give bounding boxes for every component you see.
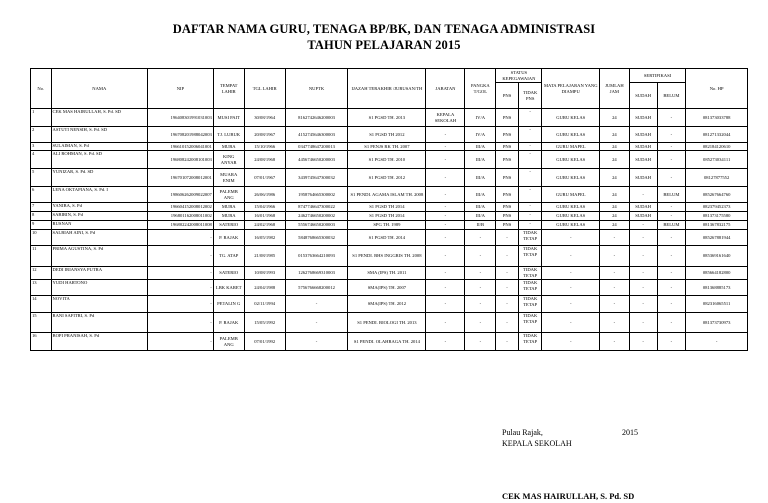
cell-sudah: - [629,333,657,351]
cell-jam: - [600,333,630,351]
cell-nama: RUSNAN [51,221,148,230]
cell-mapel: - [542,267,600,280]
cell-tidak: - [518,109,542,127]
cell-no: 7 [31,203,52,212]
cell-ijazah: S1 PGSD TH. 2010 [348,151,426,169]
cell-pns: PNS [496,143,519,151]
cell-pns: PNS [496,187,519,203]
table-row [31,127,748,143]
cell-pns: PNS [496,109,519,127]
cell-gol: - [465,230,496,246]
cell-nama: SABIRIN, S. Pd [51,212,148,221]
cell-nama: DEDI IRIANSYA PUTRA [51,267,148,280]
cell-hp: 081373730973 [686,313,748,333]
cell-nama: LENA OKTAPIANA, S. Pd. I [51,187,148,203]
cell-hp: 081373033788 [686,109,748,127]
cell-pns: PNS [496,169,519,187]
cell-tidak: TIDAK TETAP [518,296,542,313]
cell-nama: YUNIZAR, S. Pd. SD [51,169,148,187]
cell-jam: - [600,296,630,313]
cell-tempat: MUBA [213,212,244,221]
cell-sudah: - [629,313,657,333]
cell-ijazah: S1 PGSD TH. 2014 [348,230,426,246]
cell-belum: BELUM [657,187,686,203]
cell-nuptk: 8747746647300022 [285,203,348,212]
cell-ijazah: S1 PENDI. BHS INGGRIS TH. 2008 [348,246,426,267]
cell-ijazah: S1 PENDI. OLAHRAGA TH. 2014 [348,333,426,351]
cell-nip: 196808242008101003 [148,151,214,169]
cell-no: 10 [31,230,52,246]
cell-sudah: SUDAH [629,169,657,187]
cell-jabatan: - [426,267,465,280]
cell-tempat: TG. ATAP [213,246,244,267]
header-no: No. [31,69,52,109]
cell-jabatan: - [426,151,465,169]
cell-no: 15 [31,313,52,333]
header-nip: NIP [148,69,214,109]
header-tempat-lahir: TEMPAT LAHIR [213,69,244,109]
cell-ijazah: S1 PGSD TH. 2012 [348,169,426,187]
header-pangkat: PANGKA T/GOL [465,69,496,109]
cell-no: 8 [31,212,52,221]
cell-belum: - [657,143,686,151]
cell-tgl: 15/05/1992 [244,313,285,333]
cell-tgl: 15/04/1966 [244,203,285,212]
cell-gol: III/A [465,151,496,169]
cell-nip: 196701072008012001 [148,169,214,187]
cell-jabatan: - [426,143,465,151]
cell-belum: - [657,246,686,267]
cell-gol: III/A [465,143,496,151]
cell-tidak: TIDAK TETAP [518,280,542,296]
cell-tempat: MUBA [213,143,244,151]
cell-ijazah: S1 PGSD TH 2014 [348,212,426,221]
cell-hp: 08127877552 [686,169,748,187]
cell-gol: - [465,267,496,280]
cell-jam: 24 [600,203,630,212]
cell-tgl: 07/01/1992 [244,333,285,351]
cell-tempat: P. RAJAK [213,313,244,333]
table-row [31,212,748,221]
cell-mapel: GURU KELAS [542,212,600,221]
cell-belum: BELUM [657,221,686,230]
cell-pns: PNS [496,203,519,212]
cell-pns: - [496,246,519,267]
header-ijazah: IJAZAH TERAKHIR /JURUSAN/TH [348,69,426,109]
cell-belum: - [657,296,686,313]
cell-no: 16 [31,333,52,351]
cell-tempat: PETALIN G [213,296,244,313]
cell-nama: SALBIAH AINI, S. Pd [51,230,148,246]
cell-nip: - [148,280,214,296]
cell-sudah: - [629,187,657,203]
table-row [31,187,748,203]
cell-jabatan: - [426,169,465,187]
cell-tgl: 30/08/1964 [244,109,285,127]
cell-sudah: SUDAH [629,143,657,151]
cell-mapel: GURU KELAS [542,127,600,143]
cell-belum: - [657,267,686,280]
header-jabatan: JABATAN [426,69,465,109]
cell-nip: 196604152008012002 [148,203,214,212]
table-row [31,267,748,280]
cell-jam: - [600,313,630,333]
cell-jam: 24 [600,127,630,143]
cell-nama: YUDI HARTONO [51,280,148,296]
cell-gol: - [465,280,496,296]
cell-tgl: 24/08/1968 [244,151,285,169]
cell-tidak: - [518,169,542,187]
cell-ijazah: SMA(IPS) TH. 2007 [348,280,426,296]
cell-mapel: - [542,230,600,246]
cell-nip: - [148,296,214,313]
cell-nama: PRIMA AGUSTINA, S. Pd [51,246,148,267]
cell-hp: 085664182800 [686,267,748,280]
cell-belum: - [657,169,686,187]
cell-gol: - [465,313,496,333]
cell-nuptk: 0347748647200013 [285,143,348,151]
cell-tgl: 07/01/1967 [244,169,285,187]
cell-belum: - [657,230,686,246]
cell-sudah: SUDAH [629,203,657,212]
cell-no: 6 [31,187,52,203]
cell-tidak: - [518,127,542,143]
cell-sudah: SUDAH [629,109,657,127]
cell-nuptk: - [285,333,348,351]
cell-sudah: - [629,246,657,267]
cell-tidak: TIDAK TETAP [518,313,542,333]
cell-mapel: GURU MAPEL [542,187,600,203]
cell-jabatan: - [426,313,465,333]
cell-nip: - [148,246,214,267]
cell-jam: 24 [600,212,630,221]
staff-table [30,68,748,351]
cell-gol: IV/A [465,109,496,127]
header-status-tidak-pns: TIDAK PNS [518,83,542,109]
cell-ijazah: SPG TH. 1989 [348,221,426,230]
footer-role: KEPALA SEKOLAH [502,439,572,448]
cell-hp: 085267881944 [686,230,748,246]
cell-hp: 081271332044 [686,127,748,143]
cell-gol: III/A [465,203,496,212]
header-sertifikasi: SERTIFIKASI [629,69,685,83]
cell-mapel: GURU KELAS [542,203,600,212]
cell-jabatan: KEPALA SEKOLAH [426,109,465,127]
cell-tgl: 20/08/1967 [244,127,285,143]
header-jumlah-jam: JUMLAH JAM [600,69,630,109]
cell-jam: 24 [600,109,630,127]
cell-mapel: - [542,246,600,267]
cell-gol: II/B [465,221,496,230]
cell-nuptk: 0153763664210093 [285,246,348,267]
cell-sudah: - [629,296,657,313]
cell-tgl: 16/01/1968 [244,212,285,221]
cell-no: 11 [31,246,52,267]
cell-tempat: MUBA [213,203,244,212]
cell-nama: ALI ROHMAN, S. Pd. SD [51,151,148,169]
table-row [31,169,748,187]
cell-nuptk: 1958764665300002 [285,187,348,203]
cell-jabatan: - [426,203,465,212]
cell-tempat: SATERIO [213,221,244,230]
cell-hp: 082184120610 [686,143,748,151]
cell-pns: PNS [496,127,519,143]
cell-jabatan: - [426,280,465,296]
cell-pns: - [496,230,519,246]
cell-tidak: - [518,221,542,230]
cell-belum: - [657,280,686,296]
table-row [31,143,748,151]
cell-nip: - [148,230,214,246]
cell-gol: IV/A [465,127,496,143]
cell-belum: - [657,127,686,143]
cell-tidak: TIDAK TETAP [518,246,542,267]
cell-sudah: SUDAH [629,127,657,143]
cell-nip: 196708201988042003 [148,127,214,143]
cell-jabatan: - [426,187,465,203]
cell-pns: - [496,313,519,333]
footer-signer: CEK MAS HAIRULLAH, S. Pd. SD [502,491,635,501]
table-row [31,221,748,230]
cell-jam: 24 [600,151,630,169]
cell-jabatan: - [426,296,465,313]
cell-nuptk: - [285,296,348,313]
header-tgl-lahir: TGL LAHIR [244,69,285,109]
table-row [31,203,748,212]
cell-mapel: GURU KELAS [542,221,600,230]
cell-nip: 196610152006041001 [148,143,214,151]
cell-no: 4 [31,151,52,169]
cell-gol: - [465,246,496,267]
cell-nuptk: 5848768665300032 [285,230,348,246]
cell-nama: CEK MAS HAIRULLAH, S. Pd. SD [51,109,148,127]
cell-jam: - [600,267,630,280]
cell-sudah: - [629,280,657,296]
cell-jam: 24 [600,187,630,203]
cell-tidak: - [518,187,542,203]
cell-tempat: TJ. LUBUK [213,127,244,143]
cell-jam: - [600,246,630,267]
cell-tempat: LBK KARET [213,280,244,296]
table-row [31,109,748,127]
table-row [31,333,748,351]
cell-tempat: SATERIO [213,267,244,280]
cell-belum: - [657,203,686,212]
cell-ijazah: S1 PGSD TH 2014 [348,203,426,212]
cell-nip: 198606262009022007 [148,187,214,203]
cell-sudah: SUDAH [629,151,657,169]
cell-tempat: P. RAJAK [213,230,244,246]
cell-hp: 082379452373 [686,203,748,212]
cell-ijazah: S1 PENDI. AGAMA ISLAM TH. 2008 [348,187,426,203]
cell-ijazah: SMA (IPS) TH. 2011 [348,267,426,280]
header-nuptk: NUPTK [285,69,348,109]
cell-nip: - [148,267,214,280]
cell-hp: 085273034111 [686,151,748,169]
cell-tidak: TIDAK TETAP [518,333,542,351]
cell-tgl: 24/02/1968 [244,221,285,230]
cell-no: 3 [31,143,52,151]
cell-gol: - [465,296,496,313]
cell-belum: - [657,333,686,351]
cell-hp: 082316065511 [686,296,748,313]
cell-nama: ASTUTI NENSIH, S. Pd. SD [51,127,148,143]
cell-nuptk: 4152745646300003 [285,127,348,143]
footer-year: 2015 [622,428,638,437]
cell-ijazah: S1 PGSD TH 2012 [348,127,426,143]
cell-jam: 24 [600,169,630,187]
cell-sudah: - [629,267,657,280]
document-title-line1: DAFTAR NAMA GURU, TENAGA BP/BK, DAN TENAGA ADMINISTRASI [172,22,596,36]
cell-no: 2 [31,127,52,143]
cell-hp: 081367832175 [686,221,748,230]
footer-place: Pulau Rajak, [502,428,543,437]
cell-nama: RANI SAFITRI, S. Pd [51,313,148,333]
cell-pns: - [496,333,519,351]
cell-jabatan: - [426,230,465,246]
cell-gol: III/A [465,169,496,187]
cell-nuptk: 4456746650200003 [285,151,348,169]
cell-tgl: 16/05/1982 [244,230,285,246]
table-row [31,280,748,296]
cell-nuptk: 5556746650200003 [285,221,348,230]
cell-mapel: - [542,296,600,313]
cell-no: 9 [31,221,52,230]
cell-nama: NOVITA [51,296,148,313]
cell-tidak: - [518,143,542,151]
cell-nuptk: 3439745647300032 [285,169,348,187]
header-mapel: MATA PELAJARAN YANG DIAMPU [542,69,600,109]
cell-mapel: - [542,333,600,351]
cell-no: 12 [31,267,52,280]
cell-tidak: - [518,151,542,169]
cell-mapel: GURU KELAS [542,109,600,127]
cell-belum: - [657,313,686,333]
cell-ijazah: S1 PGSD TH. 2013 [348,109,426,127]
header-status: STATUS KEPEGAWAIAN [496,69,542,83]
cell-tidak: - [518,203,542,212]
table-row [31,230,748,246]
cell-jabatan: - [426,212,465,221]
cell-nip: 196802242008011008 [148,221,214,230]
cell-ijazah: S1 PENDI. BIOLOGI TH. 2013 [348,313,426,333]
cell-mapel: GURU KELAS [542,151,600,169]
cell-no: 5 [31,169,52,187]
cell-sudah: - [629,230,657,246]
cell-hp: 081373175580 [686,212,748,221]
cell-mapel: - [542,313,600,333]
cell-belum: - [657,151,686,169]
cell-jam: - [600,280,630,296]
header-nama: NAMA [51,69,148,109]
cell-hp: 085369161640 [686,246,748,267]
cell-ijazah: S1 PENJS RK TH. 2007 [348,143,426,151]
cell-nuptk: 5756766668200012 [285,280,348,296]
cell-belum: - [657,109,686,127]
cell-nuptk: 8162742646200003 [285,109,348,127]
table-row [31,151,748,169]
cell-pns: - [496,267,519,280]
cell-nip: 196408301991031003 [148,109,214,127]
cell-jabatan: - [426,221,465,230]
cell-jabatan: - [426,333,465,351]
cell-tgl: 10/08/1993 [244,267,285,280]
cell-nama: YANIBA, S. Pd [51,203,148,212]
cell-nama: BOPI PRANISAH, S. Pd [51,333,148,351]
document-title-line2: TAHUN PELAJARAN 2015 [307,38,461,52]
cell-tidak: TIDAK TETAP [518,267,542,280]
table-row [31,246,748,267]
cell-jabatan: - [426,246,465,267]
cell-tempat: MUARA ENIM [213,169,244,187]
cell-jam: 24 [600,221,630,230]
cell-sudah: SUDAH [629,212,657,221]
cell-hp: 085267664760 [686,187,748,203]
cell-tgl: 21/08/1985 [244,246,285,267]
cell-jabatan: - [426,127,465,143]
cell-pns: - [496,296,519,313]
cell-nuptk: 1262768669310003 [285,267,348,280]
table-row [31,313,748,333]
cell-pns: PNS [496,151,519,169]
cell-ijazah: SMA(IPS) TH. 2012 [348,296,426,313]
cell-sudah: - [629,221,657,230]
cell-tgl: 15/10/1966 [244,143,285,151]
header-sudah: SUDAH [629,83,657,109]
header-hp: No. HP [686,69,748,109]
cell-belum: - [657,212,686,221]
cell-jam: 24 [600,143,630,151]
cell-mapel: GURU KELAS [542,169,600,187]
cell-tempat: PALEMB ANG [213,187,244,203]
cell-no: 14 [31,296,52,313]
cell-mapel: - [542,280,600,296]
cell-hp: 081368885173 [686,280,748,296]
cell-tgl: 02/11/1994 [244,296,285,313]
cell-pns: PNS [496,221,519,230]
cell-tempat: KING ANYAR [213,151,244,169]
cell-tempat: PALEMB ANG [213,333,244,351]
table-row [31,296,748,313]
cell-gol: III/A [465,212,496,221]
cell-nama: SULAIMAN, S. Pd [51,143,148,151]
cell-tidak: TIDAK TETAP [518,230,542,246]
cell-mapel: GURU MAPEL [542,143,600,151]
cell-tidak: - [518,212,542,221]
header-belum: BELUM [657,83,686,109]
cell-gol: - [465,333,496,351]
cell-pns: PNS [496,212,519,221]
cell-tempat: MUSI PAIT [213,109,244,127]
header-status-pns: PNS [496,83,519,109]
cell-no: 13 [31,280,52,296]
cell-nip: 196801162008011002 [148,212,214,221]
cell-pns: - [496,280,519,296]
cell-gol: III/A [465,187,496,203]
cell-nuptk: - [285,313,348,333]
cell-jam: - [600,230,630,246]
cell-no: 1 [31,109,52,127]
cell-nuptk: 2462746650200002 [285,212,348,221]
cell-nip: - [148,333,214,351]
cell-tgl: 24/04/1988 [244,280,285,296]
cell-hp: - [686,333,748,351]
cell-tgl: 26/06/1986 [244,187,285,203]
cell-nip: - [148,313,214,333]
